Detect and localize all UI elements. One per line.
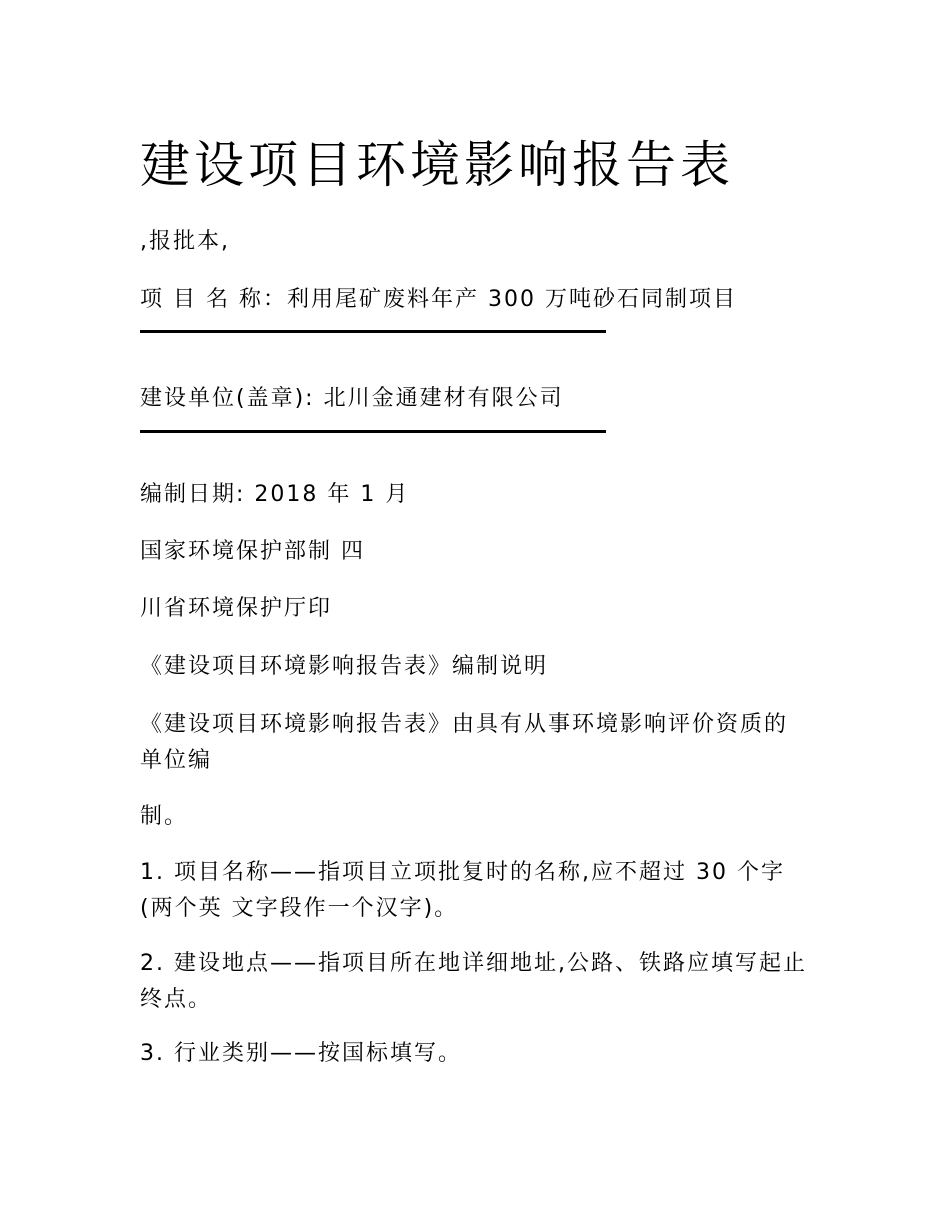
project-name-underline bbox=[140, 330, 606, 333]
issuer-line-1: 国家环境保护部制 四 bbox=[140, 539, 365, 564]
paragraph-3: 2. 建设地点——指项目所在地详细地址,公路、铁路应填写起止终点。 bbox=[140, 951, 807, 1012]
issuer-line-2: 川省环境保护厅印 bbox=[140, 596, 333, 621]
version-note: ,报批本, bbox=[140, 229, 230, 254]
paragraph-1: 《建设项目环境影响报告表》由具有从事环境影响评价资质的单位编 bbox=[140, 712, 789, 773]
construction-unit-field: 建设单位(盖章): 北川金通建材有限公司 bbox=[140, 386, 564, 411]
section-heading: 《建设项目环境影响报告表》编制说明 bbox=[140, 654, 549, 679]
construction-unit-underline bbox=[140, 430, 606, 433]
paragraph-1-tail: 制。 bbox=[140, 804, 189, 829]
compile-date: 编制日期: 2018 年 1 月 bbox=[140, 482, 410, 507]
document-title: 建设项目环境影响报告表 bbox=[140, 136, 734, 194]
project-name-field: 项 目 名 称：利用尾矿废料年产 300 万吨砂石同制项目 bbox=[140, 287, 737, 312]
paragraph-4: 3. 行业类别——按国标填写。 bbox=[140, 1041, 462, 1066]
paragraph-2: 1. 项目名称——指项目立项批复时的名称,应不超过 30 个字(两个英 文字段作一个汉字)。 bbox=[140, 860, 785, 921]
